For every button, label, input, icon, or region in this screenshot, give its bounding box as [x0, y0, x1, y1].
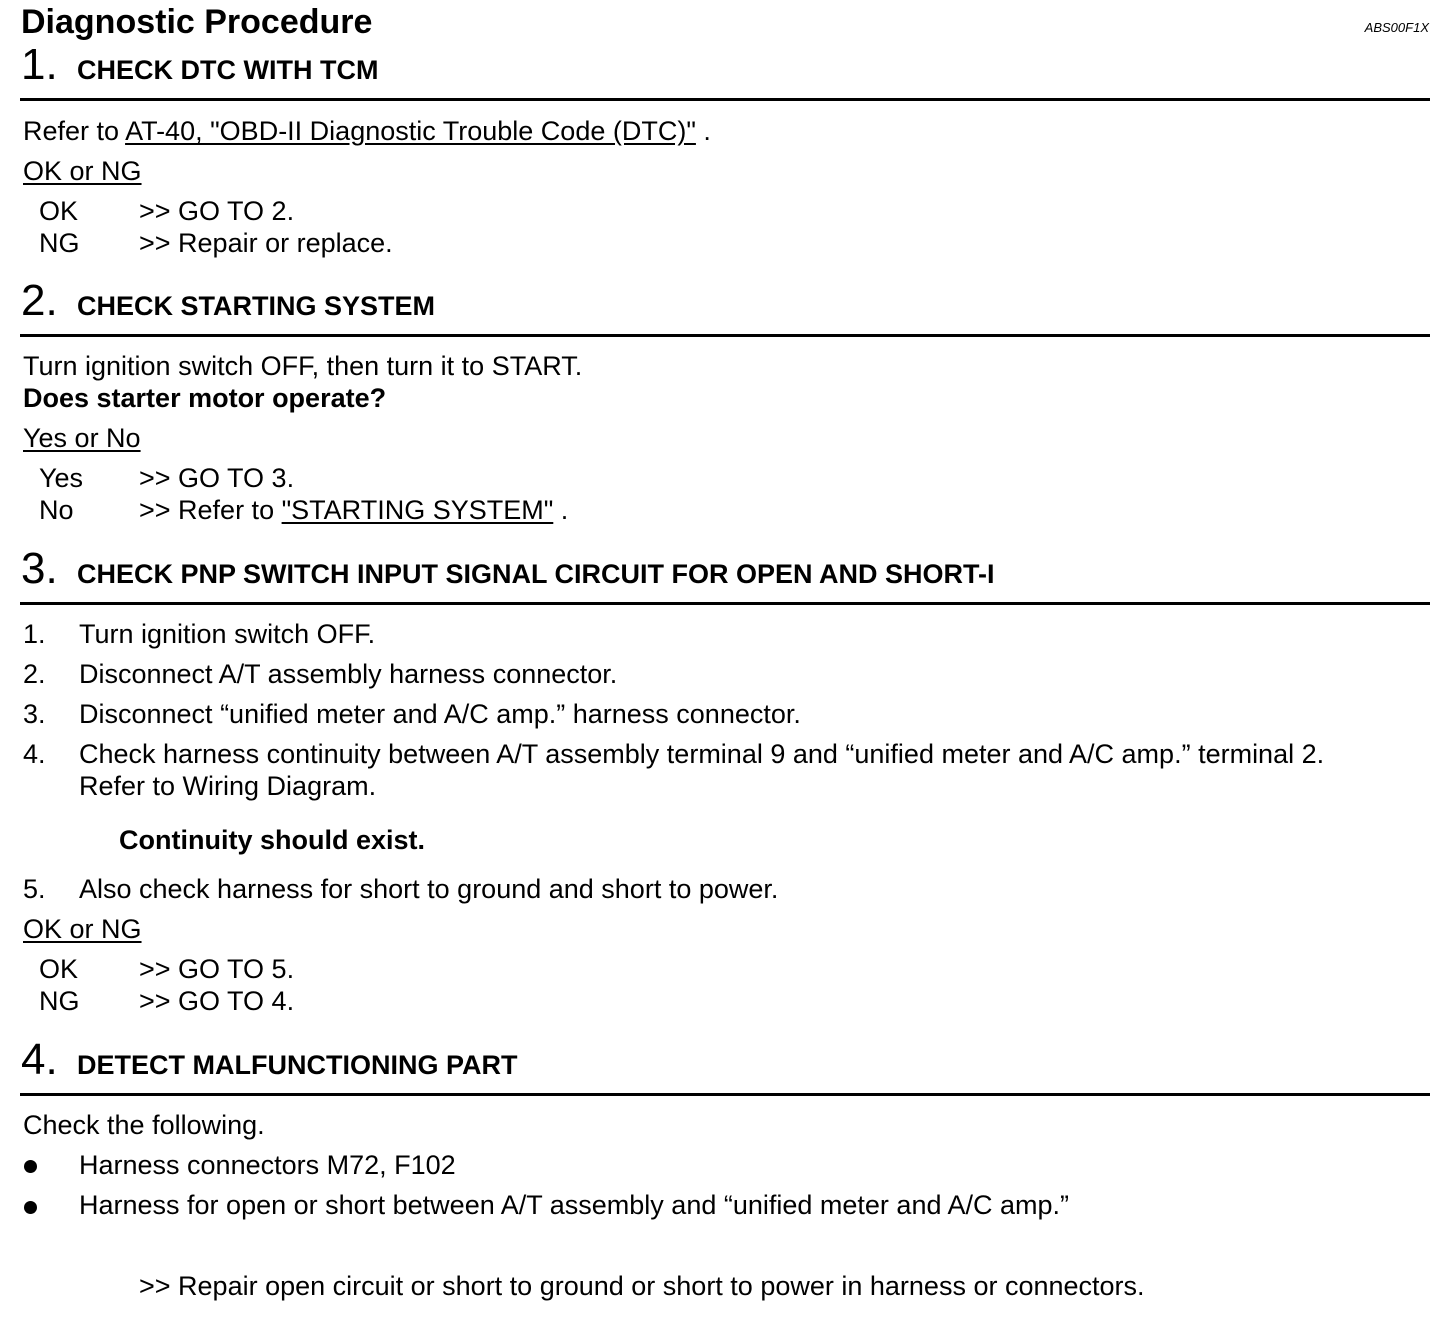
- step-2-result-yes-key: Yes: [39, 463, 84, 493]
- step-1-refer-suffix: .: [695, 116, 711, 146]
- step-4-heading: DETECT MALFUNCTIONING PART: [77, 1050, 518, 1080]
- step-3-item-3-number: 3.: [23, 699, 46, 729]
- step-4-bullet-2-text: Harness for open or short between A/T assembly and “unified meter and A/C amp.”: [79, 1190, 1070, 1220]
- step-3-result-ng-key: NG: [39, 986, 80, 1016]
- step-3-number: 3.: [21, 544, 58, 593]
- bullet-1-dot-icon: [24, 1160, 37, 1173]
- document-code: ABS00F1X: [1364, 20, 1429, 35]
- step-3-item-5-number: 5.: [23, 874, 46, 904]
- step-3-result-ok-key: OK: [39, 954, 79, 984]
- step-3-item-4-text-line2: Refer to Wiring Diagram.: [79, 771, 377, 801]
- step-2-number: 2.: [21, 276, 58, 325]
- step-3-item-4-number: 4.: [23, 739, 46, 769]
- step-2-no-action-suffix: .: [553, 495, 569, 525]
- step-4-action: >> Repair open circuit or short to ground or short to power in harness or connectors.: [139, 1271, 1145, 1301]
- step-1-judgement: OK or NG: [23, 156, 142, 186]
- step-2-judgement: Yes or No: [23, 423, 141, 453]
- step-3-item-1-number: 1.: [23, 619, 46, 649]
- step-2-result-yes-action: >> GO TO 3.: [139, 463, 295, 493]
- obd-dtc-link[interactable]: AT-40, "OBD-II Diagnostic Trouble Code (DTC)": [125, 116, 696, 146]
- step-2-divider: [20, 334, 1430, 337]
- starting-system-link[interactable]: "STARTING SYSTEM": [281, 495, 554, 525]
- step-3-item-2-text: Disconnect A/T assembly harness connector.: [79, 659, 618, 689]
- step-3-specification: Continuity should exist.: [119, 825, 426, 855]
- step-3-item-1-text: Turn ignition switch OFF.: [79, 619, 376, 649]
- step-4-instruction: Check the following.: [23, 1110, 265, 1140]
- step-2-instruction: Turn ignition switch OFF, then turn it to START.: [23, 351, 583, 381]
- step-1-divider: [20, 98, 1430, 101]
- step-1-result-ng-action: >> Repair or replace.: [139, 228, 393, 258]
- step-3-item-2-number: 2.: [23, 659, 46, 689]
- step-2-heading: CHECK STARTING SYSTEM: [77, 291, 436, 321]
- step-4-divider: [20, 1093, 1430, 1096]
- bullet-2-dot-icon: [24, 1201, 37, 1214]
- step-2-result-no-action: [139, 494, 568, 526]
- step-1-refer-prefix: Refer to: [23, 116, 126, 146]
- step-2-result-no-key: No: [39, 495, 74, 525]
- step-2-no-action-prefix: >> Refer to: [139, 495, 282, 525]
- step-1-result-ok-key: OK: [39, 196, 79, 226]
- step-3-divider: [20, 602, 1430, 605]
- step-4-number: 4.: [21, 1035, 58, 1084]
- step-3-heading: CHECK PNP SWITCH INPUT SIGNAL CIRCUIT FOR OPEN AND SHORT-I: [77, 559, 995, 589]
- step-1-reference: [23, 115, 711, 147]
- step-3-result-ng-action: >> GO TO 4.: [139, 986, 295, 1016]
- step-1-number: 1.: [21, 40, 58, 89]
- page-title: Diagnostic Procedure: [21, 3, 373, 41]
- step-3-item-5-text: Also check harness for short to ground and short to power.: [79, 874, 779, 904]
- step-3-item-4-text: Check harness continuity between A/T assembly terminal 9 and “unified meter and A/C amp.” terminal 2.: [79, 739, 1325, 769]
- step-3-judgement: OK or NG: [23, 914, 142, 944]
- step-2-question: Does starter motor operate?: [23, 383, 387, 413]
- step-3-item-3-text: Disconnect “unified meter and A/C amp.” harness connector.: [79, 699, 801, 729]
- step-1-result-ng-key: NG: [39, 228, 80, 258]
- step-4-bullet-1-text: Harness connectors M72, F102: [79, 1150, 456, 1180]
- step-1-result-ok-action: >> GO TO 2.: [139, 196, 295, 226]
- step-3-result-ok-action: >> GO TO 5.: [139, 954, 295, 984]
- step-1-heading: CHECK DTC WITH TCM: [77, 55, 379, 85]
